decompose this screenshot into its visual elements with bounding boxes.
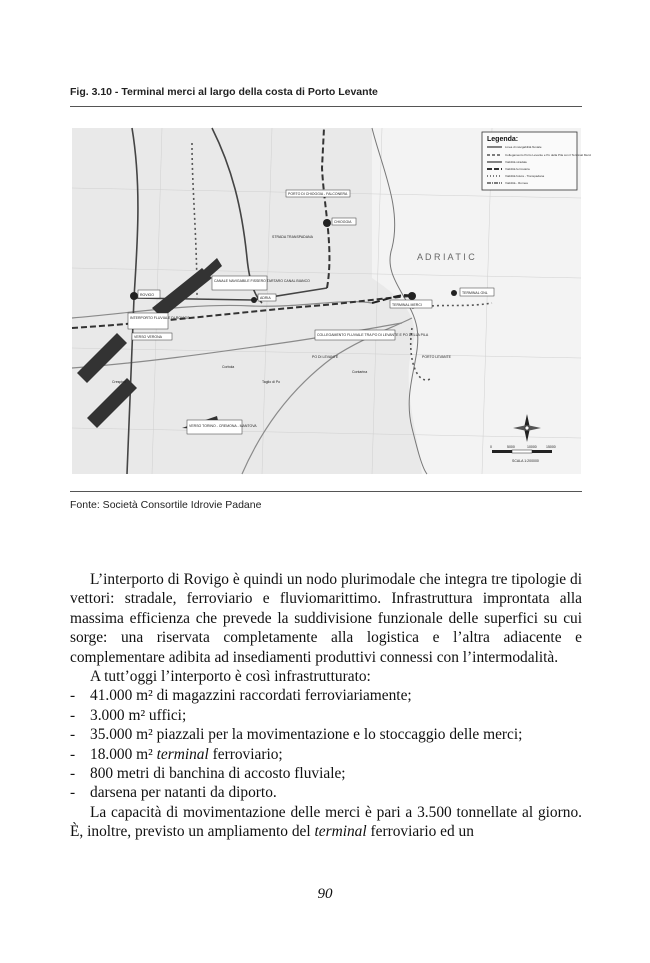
scale-label: SCALA 1:200000 [512, 459, 539, 463]
place-label: VERSO TORINO - CREMONA - MANTOVA [189, 424, 257, 428]
legend-item: Linea di navigabilità fluviale [505, 145, 542, 149]
figure-bottom-divider [70, 491, 582, 492]
place-label: TERMINAL GNL [462, 291, 488, 295]
list-dash: - [70, 745, 76, 763]
caption-divider [70, 106, 582, 107]
legend-item: Viabilità - Romea [505, 181, 528, 185]
page-number: 90 [317, 886, 333, 902]
legend-item: Viabilità ferroviaria [505, 167, 530, 171]
scale-tick: 10000 [527, 445, 537, 449]
list-item: - 800 metri di banchina di accosto fluviale; [70, 765, 346, 783]
sea-label: A D R I A T I C [417, 252, 475, 262]
list-dash: - [70, 706, 76, 724]
list-dash: - [70, 784, 76, 802]
body-text [70, 570, 582, 842]
list-item: - 35.000 m² piazzali per la movimentazione e lo stoccaggio delle merci; [70, 726, 523, 744]
place-label: Crespino [112, 380, 127, 384]
place-label: Corbola [222, 365, 235, 369]
place-label: ROVIGO [140, 293, 155, 297]
figure-source: Fonte: Società Consortile Idrovie Padane [70, 499, 262, 511]
list-item: - darsena per natanti da diporto. [70, 784, 277, 802]
place-label: COLLEGAMENTO FLUVIALE TRA PO DI LEVANTE E PO DELLA PILA [317, 333, 429, 337]
list-dash: - [70, 726, 76, 744]
place-label: INTERPORTO FLUVIALE DI ROVIGO [130, 316, 190, 320]
place-label: TERMINAL MERCI [392, 303, 422, 307]
place-label: ADRIA [260, 296, 271, 300]
paragraph: L’interporto di Rovigo è quindi un nodo plurimodale che integra tre tipologie di vettori: stradale, ferroviario e fluviomarittimo. Infrastruttura improntata alla massima efficienza che prevede la suddivisione funzionale delle superfici su cui sorge: una riservata completamente alla logistica e l’altra adiacente e complementare adibita ad insediamenti produttivi connessi con l’intermodalità. [70, 571, 582, 666]
list-dash: - [70, 765, 76, 783]
place-label: PO DI LEVANTE [312, 355, 339, 359]
list-item: - 3.000 m² uffici; [70, 706, 187, 724]
place-label: Taglio di Po [262, 380, 281, 384]
place-label: VERSO VERONA [134, 335, 163, 339]
place-label: Contarina [352, 370, 368, 374]
legend-item: Viabilità stradale [505, 160, 527, 164]
paragraph: A tutt’oggi l’interporto è così infrastrutturato: [90, 668, 371, 686]
place-label: CHIOGGIA [334, 220, 352, 224]
figure-map [72, 128, 592, 474]
scale-tick: 15000 [546, 445, 556, 449]
place-label: PORTO DI CHIOGGIA - FALCONERA [288, 192, 348, 196]
list-item: - 18.000 m² terminal ferroviario; [70, 745, 283, 763]
list-item: - 41.000 m² di magazzini raccordati ferroviariamente; [70, 687, 412, 705]
figure-caption: Fig. 3.10 - Terminal merci al largo della costa di Porto Levante [70, 86, 378, 98]
place-label: STRADA TRANSPADANA [272, 235, 313, 239]
legend-item: Collegamento Porto Levante e Po della Pila con il Terminal Merci [505, 153, 592, 157]
paragraph: La capacità di movimentazione delle merci è pari a 3.500 tonnellate al giorno. È, inoltre, previsto un ampliamento del terminal ferroviario ed un [70, 803, 582, 841]
list-dash: - [70, 687, 76, 705]
scale-tick: 5000 [507, 445, 515, 449]
place-label: CANALE NAVIGABILE FISSERO TARTARO CANAL BIANCO [214, 279, 310, 283]
legend-title: Legenda: [487, 136, 519, 143]
legend-item: Viabilità futura - Transpadana [505, 174, 545, 178]
place-label: PORTO LEVANTE [422, 355, 451, 359]
infrastructure-list [70, 686, 582, 802]
scale-tick: 0 [490, 445, 492, 449]
